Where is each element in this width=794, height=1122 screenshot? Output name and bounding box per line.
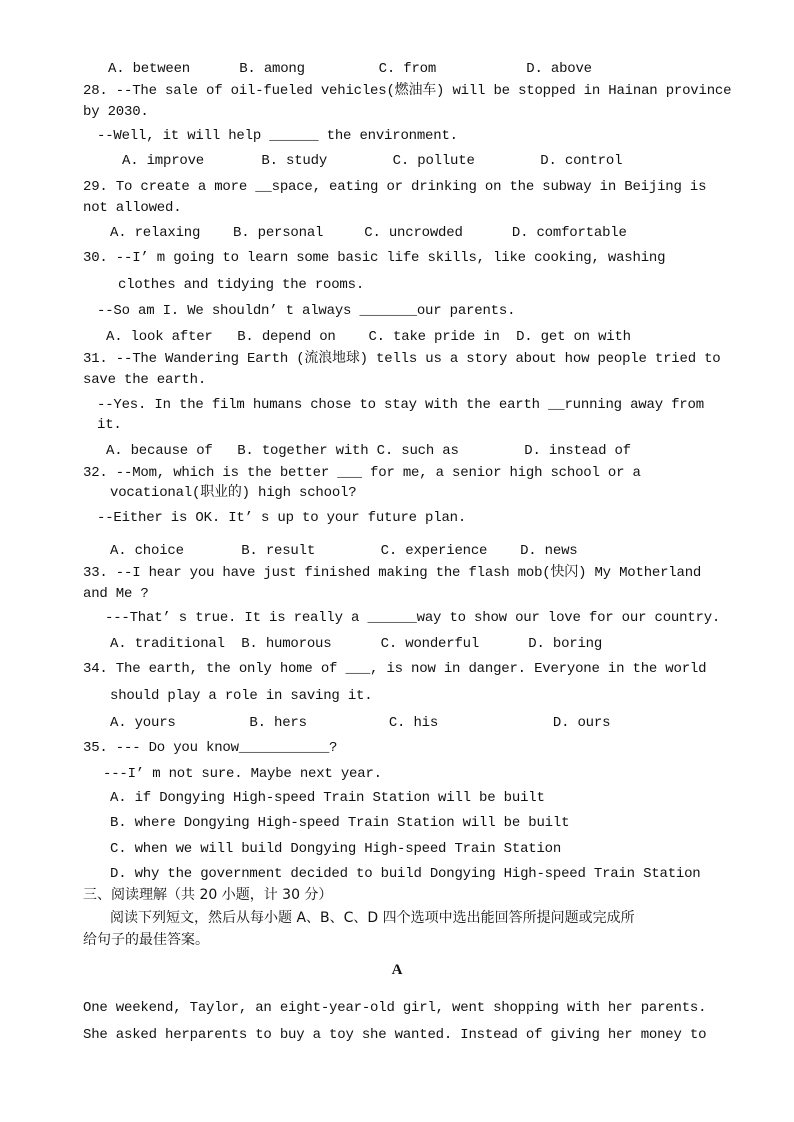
q35-option-a: A. if Dongying High-speed Train Station will be built xyxy=(110,790,545,806)
q33-question: 33. --I hear you have just finished making the flash mob(快闪) My Motherland xyxy=(83,565,702,581)
q28-reply: --Well, it will help ______ the environment. xyxy=(97,128,458,144)
q35-option-d: D. why the government decided to build Dongying High-speed Train Station xyxy=(110,866,701,882)
q32-question-cont: vocational(职业的) high school? xyxy=(110,485,357,501)
q29-question-cont: not allowed. xyxy=(83,200,182,216)
q32-question: 32. --Mom, which is the better ___ for me, a senior high school or a xyxy=(83,465,641,481)
q33-question-cont: and Me ? xyxy=(83,586,149,602)
passage-a-title: A xyxy=(391,962,403,978)
q31-options: A. because of B. together with C. such as D. instead of xyxy=(106,443,631,459)
passage-a-line-1: One weekend, Taylor, an eight-year-old girl, went shopping with her parents. xyxy=(83,1000,707,1016)
q29-options: A. relaxing B. personal C. uncrowded D. comfortable xyxy=(110,225,627,241)
q34-options: A. yours B. hers C. his D. ours xyxy=(110,715,611,731)
q30-options: A. look after B. depend on C. take pride in D. get on with xyxy=(106,329,631,345)
q33-reply: ---That’ s true. It is really a ______way to show our love for our country. xyxy=(105,610,721,626)
q34-question: 34. The earth, the only home of ___, is now in danger. Everyone in the world xyxy=(83,661,707,677)
q29-question: 29. To create a more __space, eating or drinking on the subway in Beijing is xyxy=(83,179,707,195)
q27-options: A. between B. among C. from D. above xyxy=(108,61,592,77)
q35-option-c: C. when we will build Dongying High-speed Train Station xyxy=(110,841,562,857)
q32-reply: --Either is OK. It’ s up to your future plan. xyxy=(97,510,467,526)
section-3-heading: 三、阅读理解（共 20 小题，计 30 分） xyxy=(83,887,333,903)
q35-option-b: B. where Dongying High-speed Train Station will be built xyxy=(110,815,570,831)
passage-a-line-2: She asked herparents to buy a toy she wanted. Instead of giving her money to xyxy=(83,1027,707,1043)
q31-question: 31. --The Wandering Earth (流浪地球) tells us a story about how people tried to xyxy=(83,351,721,367)
q30-reply: --So am I. We shouldn’ t always _______our parents. xyxy=(97,303,516,319)
q31-reply-cont: it. xyxy=(97,417,122,433)
q33-options: A. traditional B. humorous C. wonderful D. boring xyxy=(110,636,603,652)
q32-options: A. choice B. result C. experience D. news xyxy=(110,543,578,559)
q35-question: 35. --- Do you know___________? xyxy=(83,740,338,756)
section-3-instruction: 阅读下列短文，然后从每小题 A、B、C、D 四个选项中选出能回答所提问题或完成所 xyxy=(110,910,635,926)
q28-question-cont: by 2030. xyxy=(83,104,149,120)
q30-question: 30. --I’ m going to learn some basic life skills, like cooking, washing xyxy=(83,250,666,266)
q31-reply: --Yes. In the film humans chose to stay with the earth __running away from xyxy=(97,397,704,413)
q31-question-cont: save the earth. xyxy=(83,372,207,388)
q35-reply: ---I’ m not sure. Maybe next year. xyxy=(103,766,382,782)
section-3-instruction-cont: 给句子的最佳答案。 xyxy=(83,932,209,948)
q34-question-cont: should play a role in saving it. xyxy=(110,688,373,704)
q30-question-cont: clothes and tidying the rooms. xyxy=(118,277,365,293)
q28-question: 28. --The sale of oil-fueled vehicles(燃油车) will be stopped in Hainan province xyxy=(83,83,732,99)
q28-options: A. improve B. study C. pollute D. control xyxy=(122,153,623,169)
